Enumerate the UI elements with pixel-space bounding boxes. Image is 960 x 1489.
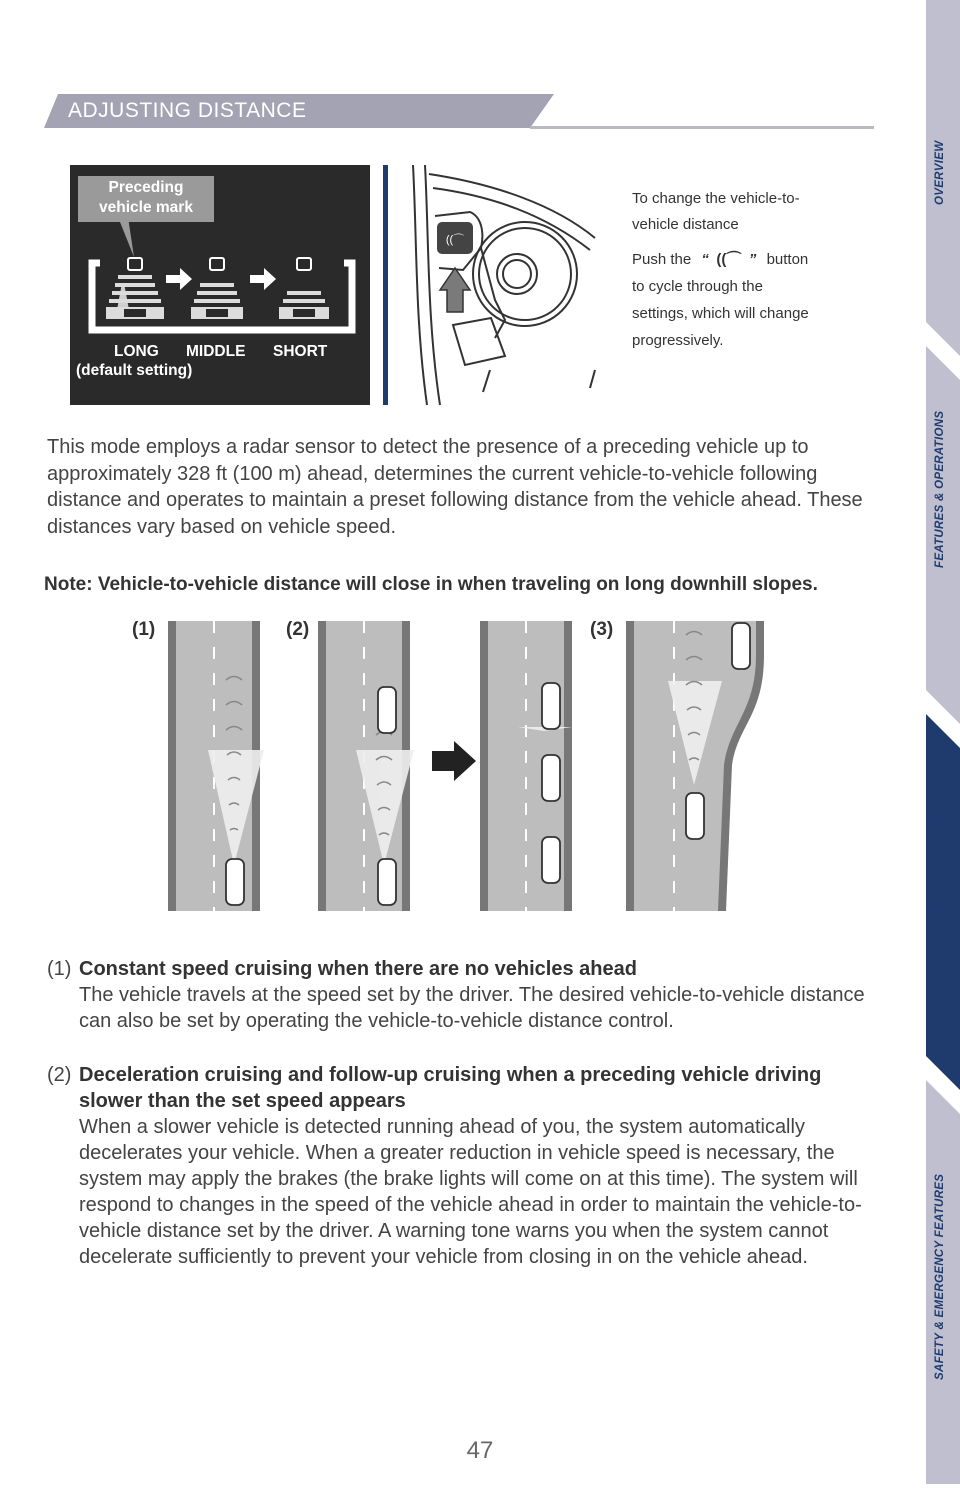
scenario-label-1: (1) xyxy=(132,619,156,640)
item-1-number: (1) xyxy=(47,958,72,980)
setting-long: LONG xyxy=(114,343,159,360)
instruction-title-line2: vehicle distance xyxy=(632,216,739,233)
svg-text:((⌒: ((⌒ xyxy=(445,234,465,246)
item-1-heading: Constant speed cruising when there are no vehicles ahead xyxy=(79,958,637,980)
chapter-sidebar xyxy=(926,0,960,1484)
instruction-line2: to cycle through the xyxy=(632,278,763,295)
item-1 xyxy=(47,956,877,1034)
section-title: ADJUSTING DISTANCE xyxy=(68,99,307,122)
push-arrow-icon xyxy=(440,268,470,312)
scenario-label-2: (2) xyxy=(286,619,310,640)
mark-label-line1: Preceding xyxy=(108,179,184,196)
setting-short: SHORT xyxy=(273,343,328,360)
instruction-title xyxy=(632,186,852,238)
item-2-text: When a slower vehicle is detected running ahead of you, the system automatically decelerates your vehicle. When a greater reduction in vehicle speed is necessary, the system may apply the brakes (the brake lights will come on at this time). The system will respond to changes in the speed of the vehicle ahead in order to maintain the vehicle-to-vehicle distance set by the driver. A warning tone warns you when the system cannot decelerate sufficiently to prevent your vehicle from closing in on the vehicle ahead. xyxy=(79,1116,862,1268)
instruction-title-line1: To change the vehicle-to- xyxy=(632,190,800,207)
item-2-heading: Deceleration cruising and follow-up cruising when a preceding vehicle driving slower than the set speed appears xyxy=(79,1064,822,1112)
item-2-number: (2) xyxy=(47,1064,72,1086)
distance-button-icon[interactable] xyxy=(437,222,473,254)
sidebar-tab-overview[interactable]: OVERVIEW xyxy=(934,140,946,205)
default-setting-note: (default setting) xyxy=(76,362,193,379)
item-1-text: The vehicle travels at the speed set by the driver. The desired vehicle-to-vehicle distance can also be set by operating the vehicle-to-vehicle distance control. xyxy=(79,984,865,1032)
setting-middle: MIDDLE xyxy=(186,343,246,360)
instruction-line1: Push the “ ((⌒ ” button xyxy=(632,247,808,273)
sidebar-tab-safety-emergency[interactable]: SAFETY & EMERGENCY FEATURES xyxy=(934,1173,946,1380)
instruction-button: button xyxy=(766,251,809,268)
sidebar-tab-toyota-safety-sense[interactable]: TOYOTA SAFETY SENSE xyxy=(934,809,946,952)
intro-paragraph: This mode employs a radar sensor to detect the presence of a preceding vehicle up to approximately 328 ft (100 m) ahead, determines the current vehicle-to-vehicle following distance and operates to maintain a preset following distance from the vehicle ahead. These distances vary based on vehicle speed. xyxy=(47,436,863,538)
instruction-line3: settings, which will change xyxy=(632,305,809,322)
cruising-scenarios-illustration xyxy=(160,615,780,915)
header-rule xyxy=(530,126,874,129)
sidebar-tab-features-operations[interactable]: FEATURES & OPERATIONS xyxy=(934,410,946,568)
distance-button-glyph-icon: ((⌒ xyxy=(716,251,742,268)
preceding-vehicle-mark-label xyxy=(78,176,214,222)
steering-wheel-illustration xyxy=(395,160,610,408)
scenario-label-3: (3) xyxy=(590,619,614,640)
item-2 xyxy=(47,1062,877,1270)
figure-divider xyxy=(383,165,388,405)
page-number: 47 xyxy=(466,1437,494,1464)
downhill-note: Note: Vehicle-to-vehicle distance will close in when traveling on long downhill slopes. xyxy=(44,574,818,595)
instruction-line4: progressively. xyxy=(632,332,724,349)
instruction-push-the: Push the xyxy=(632,251,692,268)
mark-label-line2: vehicle mark xyxy=(99,199,193,216)
